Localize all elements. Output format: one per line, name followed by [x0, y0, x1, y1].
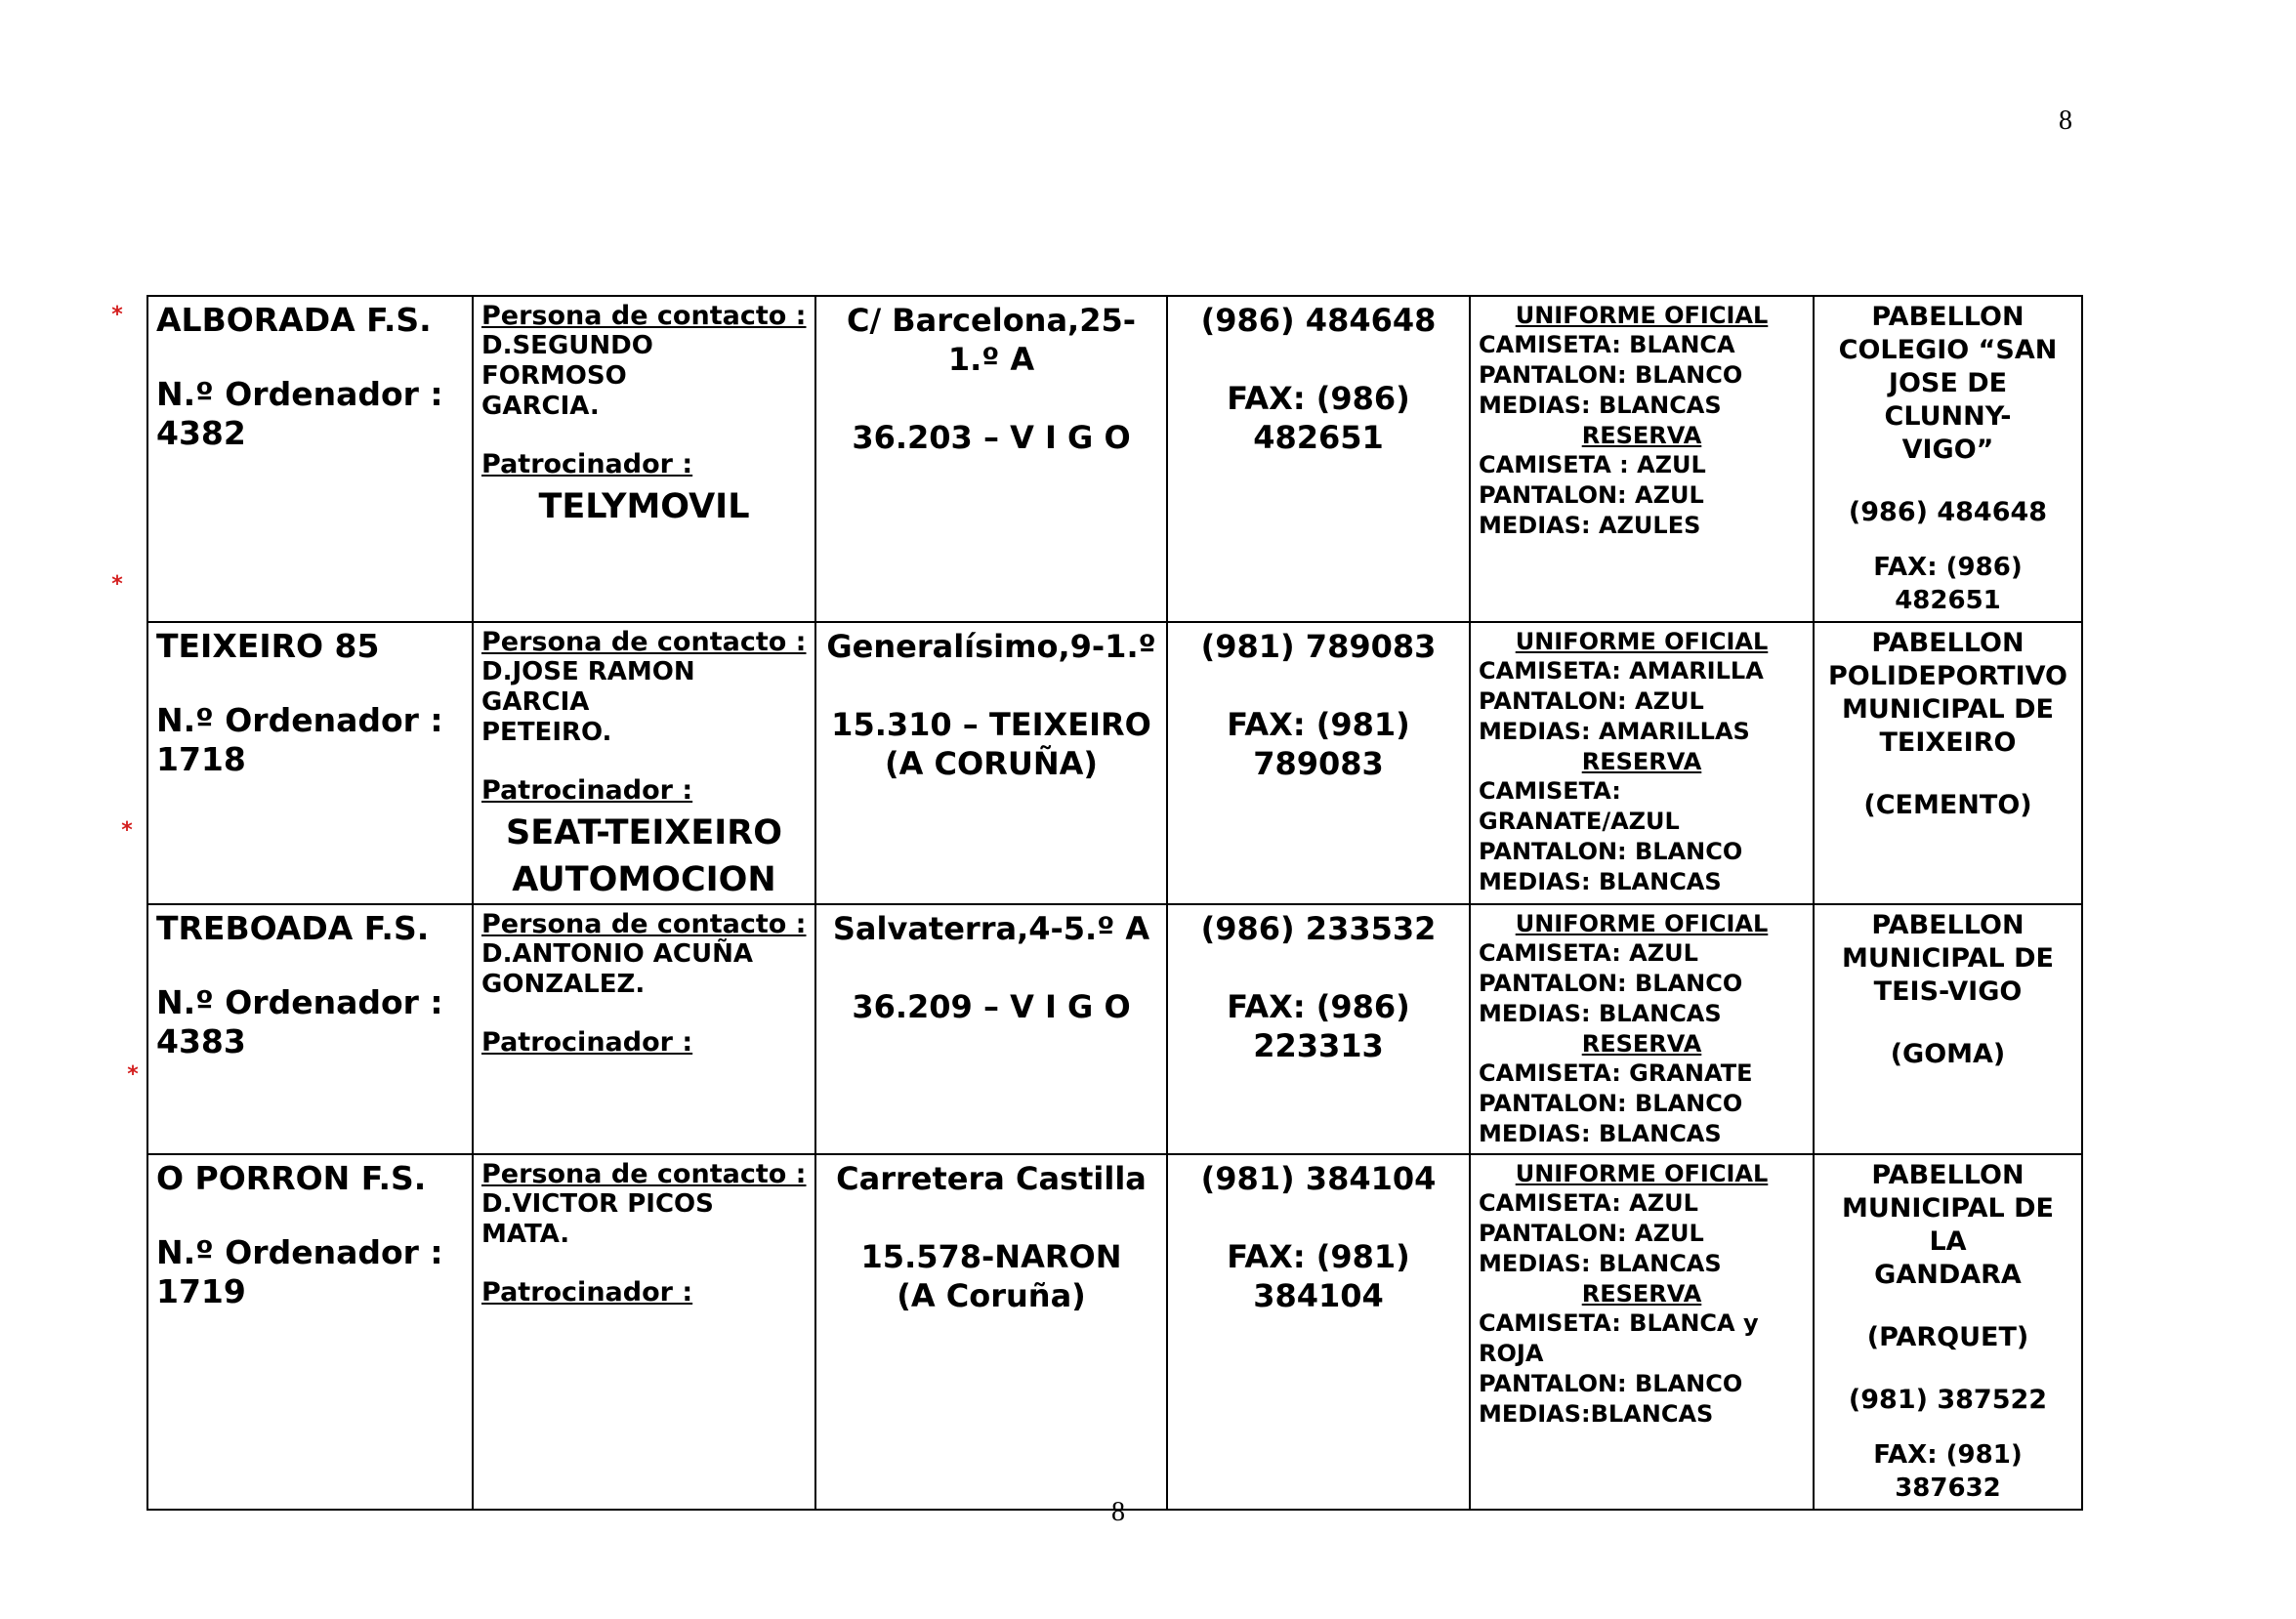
uniform-item: PANTALON: BLANCO [1479, 970, 1743, 997]
uniform-item: PANTALON: AZUL [1479, 1220, 1704, 1247]
venue-detail: (986) 484648 [1848, 497, 2048, 527]
address-city: 36.203 – V I G O [852, 419, 1131, 456]
contact-cell [473, 904, 815, 1154]
venue-cell [1814, 904, 2082, 1154]
venue-name: GANDARA [1874, 1260, 2022, 1290]
uniform-cell [1470, 904, 1814, 1154]
uniform-item: MEDIAS: BLANCAS [1479, 392, 1722, 419]
club-row [147, 622, 2082, 904]
address-street: Salvaterra,4-5.º A [832, 910, 1150, 947]
club-cell [147, 904, 473, 1154]
reserve-item: CAMISETA: BLANCA y [1479, 1309, 1759, 1337]
page-number-top: 8 [2059, 105, 2072, 136]
address-city: (A CORUÑA) [884, 745, 1098, 782]
reserve-item: CAMISETA : AZUL [1479, 451, 1706, 478]
reserve-item: MEDIAS: BLANCAS [1479, 868, 1722, 895]
club-name: O PORRON F.S. [156, 1159, 427, 1197]
ordenador-number: 1719 [156, 1272, 246, 1310]
ordenador-number: 4382 [156, 414, 246, 452]
venue-detail: (981) 387522 [1848, 1385, 2048, 1415]
venue-cell [1814, 1154, 2082, 1510]
club-name: TEIXEIRO 85 [156, 627, 380, 665]
club-row [147, 296, 2082, 622]
address-city: (A Coruña) [897, 1277, 1086, 1314]
club-cell [147, 296, 473, 622]
phone-cell [1167, 622, 1470, 904]
uniform-item: MEDIAS: BLANCAS [1479, 1000, 1722, 1027]
uniform-title: UNIFORME OFICIAL [1515, 910, 1769, 937]
venue-detail: (CEMENTO) [1863, 790, 2032, 820]
venue-detail: (GOMA) [1890, 1039, 2006, 1069]
club-cell [147, 622, 473, 904]
reserve-item: MEDIAS:BLANCAS [1479, 1400, 1714, 1428]
contact-label: Persona de contacto : [481, 909, 807, 939]
club-cell [147, 1154, 473, 1510]
uniform-item: CAMISETA: AZUL [1479, 939, 1698, 967]
reserve-item: PANTALON: BLANCO [1479, 1370, 1743, 1397]
reserve-title: RESERVA [1581, 1280, 1702, 1308]
reserve-item: MEDIAS: BLANCAS [1479, 1120, 1722, 1147]
sponsor-label: Patrocinador : [481, 775, 693, 806]
fax-number: FAX: (981) 384104 [1227, 1238, 1410, 1314]
venue-name: TEIXEIRO [1879, 727, 2017, 758]
uniform-item: PANTALON: BLANCO [1479, 361, 1743, 389]
uniform-item: MEDIAS: BLANCAS [1479, 1250, 1722, 1277]
sponsor-label: Patrocinador : [481, 1277, 693, 1308]
uniform-cell [1470, 1154, 1814, 1510]
phone-number: (981) 384104 [1200, 1160, 1437, 1197]
address-cell [815, 296, 1167, 622]
club-name: ALBORADA F.S. [156, 301, 432, 339]
contact-label: Persona de contacto : [481, 1159, 807, 1189]
reserve-item: CAMISETA: GRANATE/AZUL [1479, 777, 1680, 835]
venue-name: MUNICIPAL DE [1842, 943, 2054, 974]
venue-name: MUNICIPAL DE LA [1842, 1193, 2054, 1257]
contact-name: D.JOSE RAMON GARCIA [481, 657, 695, 717]
sponsor-label: Patrocinador : [481, 449, 693, 479]
contact-label: Persona de contacto : [481, 627, 807, 657]
ordenador-label: N.º Ordenador : [156, 701, 443, 739]
contact-cell [473, 296, 815, 622]
contact-name: D.SEGUNDO FORMOSO [481, 331, 653, 391]
venue-cell [1814, 622, 2082, 904]
contact-name: D.VICTOR PICOS MATA. [481, 1189, 714, 1249]
phone-number: (986) 233532 [1200, 910, 1437, 947]
reserve-item: PANTALON: AZUL [1479, 481, 1704, 509]
contact-name: GONZALEZ. [481, 970, 646, 999]
venue-name: PABELLON [1871, 910, 2025, 940]
sponsor-name: SEAT-TEIXEIRO [505, 813, 783, 852]
venue-name: COLEGIO “SAN [1838, 335, 2058, 365]
uniform-title: UNIFORME OFICIAL [1515, 1160, 1769, 1187]
ordenador-label: N.º Ordenador : [156, 1233, 443, 1271]
contact-name: GARCIA. [481, 392, 600, 421]
contact-cell [473, 1154, 815, 1510]
address-street: Generalísimo,9-1.º [826, 628, 1156, 665]
address-city: 15.578-NARON [860, 1238, 1122, 1275]
venue-fax: FAX: (986) 482651 [1873, 553, 2023, 615]
ordenador-number: 1718 [156, 740, 246, 778]
venue-cell [1814, 296, 2082, 622]
ordenador-label: N.º Ordenador : [156, 983, 443, 1021]
fax-number: FAX: (986) 223313 [1227, 988, 1410, 1064]
venue-name: POLIDEPORTIVO [1827, 661, 2067, 691]
address-cell [815, 1154, 1167, 1510]
page-number-bottom: 8 [1111, 1497, 1125, 1527]
red-mark-icon: * [127, 1062, 139, 1087]
reserve-item: CAMISETA: GRANATE [1479, 1059, 1753, 1087]
sponsor-name: AUTOMOCION [512, 860, 776, 899]
phone-cell [1167, 296, 1470, 622]
venue-detail: (PARQUET) [1866, 1322, 2029, 1352]
address-street: Carretera Castilla [836, 1160, 1147, 1197]
uniform-item: CAMISETA: BLANCA [1479, 331, 1735, 358]
venue-name: PABELLON [1871, 302, 2025, 332]
ordenador-number: 4383 [156, 1022, 246, 1060]
contact-name: PETEIRO. [481, 718, 612, 747]
venue-name: PABELLON [1871, 628, 2025, 658]
address-cell [815, 622, 1167, 904]
uniform-item: CAMISETA: AMARILLA [1479, 657, 1764, 685]
club-row [147, 1154, 2082, 1510]
reserve-item: ROJA [1479, 1340, 1544, 1367]
uniform-item: CAMISETA: AZUL [1479, 1189, 1698, 1217]
uniform-cell [1470, 622, 1814, 904]
venue-name: TEIS-VIGO [1873, 976, 2023, 1007]
fax-number: FAX: (986) 482651 [1227, 380, 1410, 456]
venue-name: PABELLON [1871, 1160, 2025, 1190]
uniform-item: MEDIAS: AMARILLAS [1479, 718, 1750, 745]
contact-name: D.ANTONIO ACUÑA [481, 939, 753, 969]
uniform-title: UNIFORME OFICIAL [1515, 628, 1769, 655]
address-city: 15.310 – TEIXEIRO [831, 706, 1151, 743]
red-mark-icon: * [111, 303, 123, 327]
red-mark-icon: * [111, 572, 123, 597]
address-street: C/ Barcelona,25-1.º A [846, 302, 1137, 378]
phone-number: (986) 484648 [1200, 302, 1437, 339]
address-city: 36.209 – V I G O [852, 988, 1131, 1025]
fax-number: FAX: (981) 789083 [1227, 706, 1410, 782]
uniform-title: UNIFORME OFICIAL [1515, 302, 1769, 329]
ordenador-label: N.º Ordenador : [156, 375, 443, 413]
phone-cell [1167, 904, 1470, 1154]
reserve-item: PANTALON: BLANCO [1479, 1090, 1743, 1117]
uniform-cell [1470, 296, 1814, 622]
sponsor-label: Patrocinador : [481, 1027, 693, 1058]
phone-cell [1167, 1154, 1470, 1510]
reserve-title: RESERVA [1581, 422, 1702, 449]
contact-cell [473, 622, 815, 904]
uniform-item: PANTALON: AZUL [1479, 687, 1704, 715]
address-cell [815, 904, 1167, 1154]
venue-name: JOSE DE CLUNNY- [1884, 368, 2012, 432]
red-mark-icon: * [121, 818, 133, 843]
reserve-item: MEDIAS: AZULES [1479, 512, 1701, 539]
club-name: TREBOADA F.S. [156, 909, 430, 947]
clubs-table [146, 295, 2083, 1511]
club-row [147, 904, 2082, 1154]
sponsor-name: TELYMOVIL [538, 487, 750, 526]
phone-number: (981) 789083 [1200, 628, 1437, 665]
reserve-title: RESERVA [1581, 1030, 1702, 1058]
venue-fax: FAX: (981) 387632 [1873, 1440, 2023, 1503]
venue-name: MUNICIPAL DE [1842, 694, 2054, 725]
reserve-title: RESERVA [1581, 748, 1702, 775]
venue-name: VIGO” [1901, 435, 1994, 465]
reserve-item: PANTALON: BLANCO [1479, 838, 1743, 865]
contact-label: Persona de contacto : [481, 301, 807, 331]
